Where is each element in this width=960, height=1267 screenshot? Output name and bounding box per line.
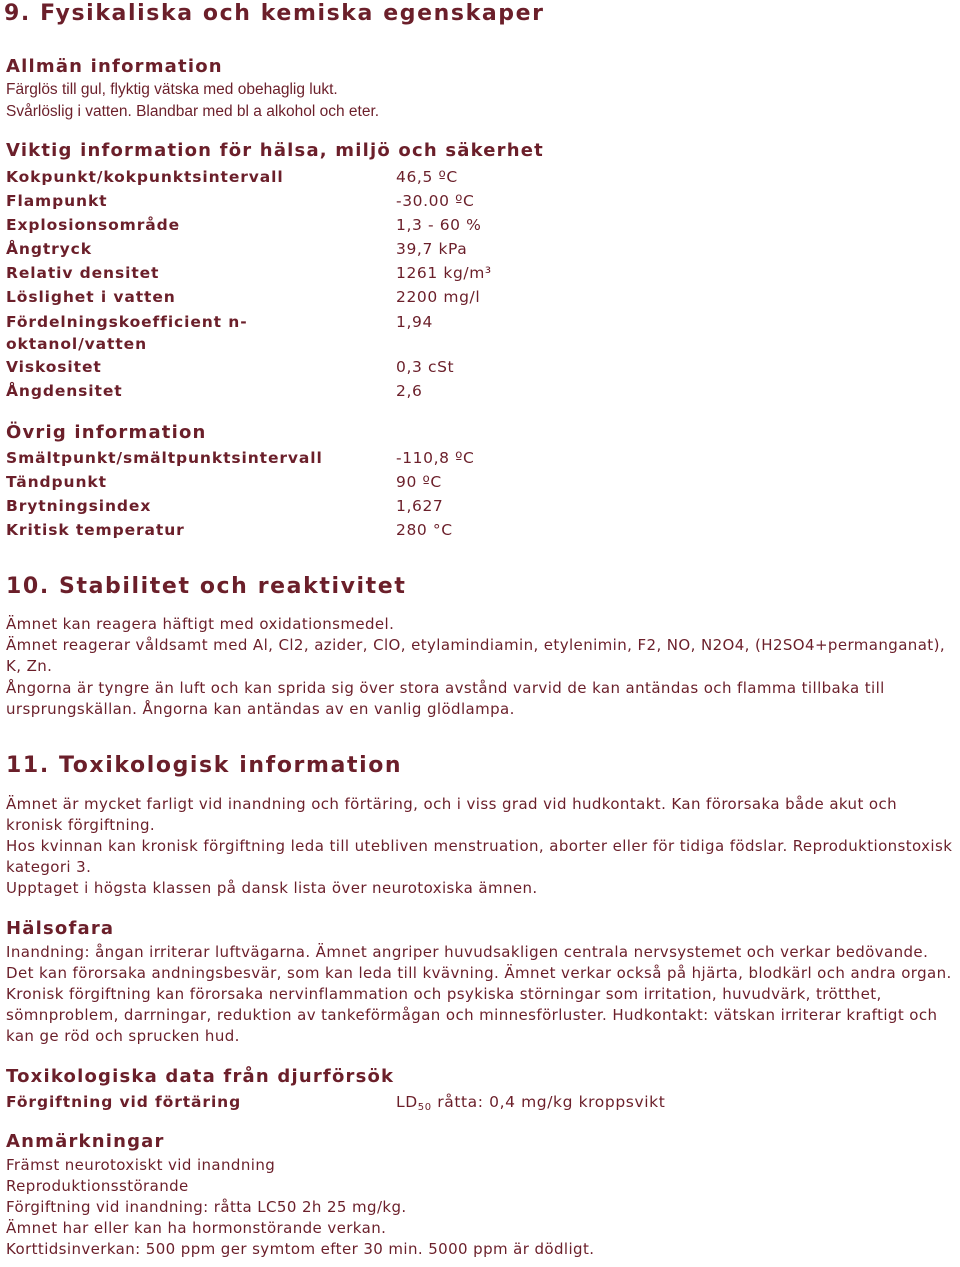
- stability-paragraph-1: Ämnet kan reagera häftigt med oxidationsmedel.: [6, 615, 395, 633]
- property-label: Explosionsområde: [6, 216, 181, 234]
- property-value: 0,3 cSt: [396, 358, 455, 376]
- property-label: Löslighet i vatten: [6, 288, 176, 306]
- section-9-heading: 9. Fysikaliska och kemiska egenskaper: [4, 1, 545, 26]
- remark-line: Främst neurotoxiskt vid inandning: [6, 1156, 276, 1174]
- property-value: 1,627: [396, 497, 444, 515]
- property-label: Ångtryck: [6, 240, 92, 258]
- remark-line: Reproduktionsstörande: [6, 1177, 189, 1195]
- property-value: 2,6: [396, 382, 423, 400]
- health-hazard-title: Hälsofara: [6, 918, 115, 939]
- stability-paragraph-3: Ångorna är tyngre än luft och kan sprida sig över stora avstånd varvid de kan antändas och flamma tillbaka till ursprungskällan. Ångorna kan antändas av en vanlig glödlampa.: [6, 679, 885, 718]
- animal-data-label: Förgiftning vid förtäring: [6, 1093, 242, 1111]
- property-label: Smältpunkt/smältpunktsintervall: [6, 449, 323, 467]
- other-info-title: Övrig information: [6, 422, 207, 443]
- health-hazard-text: Inandning: ångan irriterar luftvägarna. Ämnet angriper huvudsakligen centrala nervsystemet och verkar bedövande. Det kan förorsaka andningsbesvär, som kan leda till kvävning. Ämnet verkar också på hjärta, blodkärl och andra organ. Kronisk förgiftning kan förorsaka nervinflammation och psykiska störningar som irritation, huvudvärk, trötthet, sömnproblem, darrningar, reduktion av tankeförmågan och minnesförluster. Hudkontakt: vätskan irriterar kraftigt och kan ge röd och sprucken hud.: [6, 943, 952, 1045]
- general-info-title: Allmän information: [6, 56, 223, 77]
- stability-paragraph-2: Ämnet reagerar våldsamt med Al, Cl2, azider, ClO, etylamindiamin, etylenimin, F2, NO, N2O4, (H2SO4+permanganat), K, Zn.: [6, 636, 945, 675]
- property-value: 1,3 - 60 %: [396, 216, 482, 234]
- tox-paragraph-3: Upptaget i högsta klassen på dansk lista över neurotoxiska ämnen.: [6, 879, 538, 897]
- section-11-heading: 11. Toxikologisk information: [6, 753, 403, 778]
- ld-rest: råtta: 0,4 mg/kg kroppsvikt: [431, 1093, 666, 1111]
- property-value: 2200 mg/l: [396, 288, 481, 306]
- property-value: -30.00 ºC: [396, 192, 475, 210]
- tox-paragraph-1: Ämnet är mycket farligt vid inandning och förtäring, och i viss grad vid hudkontakt. Kan förorsaka både akut och kronisk förgiftning.: [6, 795, 898, 834]
- property-label: Ångdensitet: [6, 382, 123, 400]
- property-label: Kokpunkt/kokpunktsintervall: [6, 168, 284, 186]
- property-value: 280 °C: [396, 521, 453, 539]
- property-label: Brytningsindex: [6, 497, 152, 515]
- property-label: Flampunkt: [6, 192, 108, 210]
- animal-data-value: [396, 1093, 665, 1113]
- general-info-line-1: Färglös till gul, flyktig vätska med obehaglig lukt.: [6, 81, 338, 98]
- property-label: Viskositet: [6, 358, 102, 376]
- tox-paragraph-2: Hos kvinnan kan kronisk förgiftning leda till utebliven menstruation, aborter eller för tidiga födslar. Reproduktionstoxisk kategori 3.: [6, 837, 953, 876]
- remarks-title: Anmärkningar: [6, 1131, 165, 1152]
- important-info-title: Viktig information för hälsa, miljö och säkerhet: [6, 140, 544, 161]
- section-10-heading: 10. Stabilitet och reaktivitet: [6, 574, 407, 599]
- general-info-line-2: Svårlöslig i vatten. Blandbar med bl a alkohol och eter.: [6, 103, 380, 120]
- remark-line: Förgiftning vid inandning: råtta LC50 2h 25 mg/kg.: [6, 1198, 407, 1216]
- property-value: 1261 kg/m³: [396, 264, 492, 282]
- property-value: -110,8 ºC: [396, 449, 475, 467]
- animal-data-title: Toxikologiska data från djurförsök: [6, 1066, 395, 1087]
- remark-line: Ämnet har eller kan ha hormonstörande verkan.: [6, 1219, 387, 1237]
- property-label: Fördelningskoefficient n-: [6, 313, 248, 331]
- property-label: Relativ densitet: [6, 264, 160, 282]
- remark-line: Korttidsinverkan: 500 ppm ger symtom efter 30 min. 5000 ppm är dödligt.: [6, 1240, 595, 1258]
- property-label-continued: oktanol/vatten: [6, 335, 148, 353]
- property-value: 1,94: [396, 313, 433, 331]
- property-label: Tändpunkt: [6, 473, 107, 491]
- property-label: Kritisk temperatur: [6, 521, 185, 539]
- ld-subscript: 50: [417, 1102, 432, 1113]
- property-value: 39,7 kPa: [396, 240, 468, 258]
- ld-prefix: LD: [396, 1093, 418, 1111]
- property-value: 46,5 ºC: [396, 168, 458, 186]
- property-value: 90 ºC: [396, 473, 442, 491]
